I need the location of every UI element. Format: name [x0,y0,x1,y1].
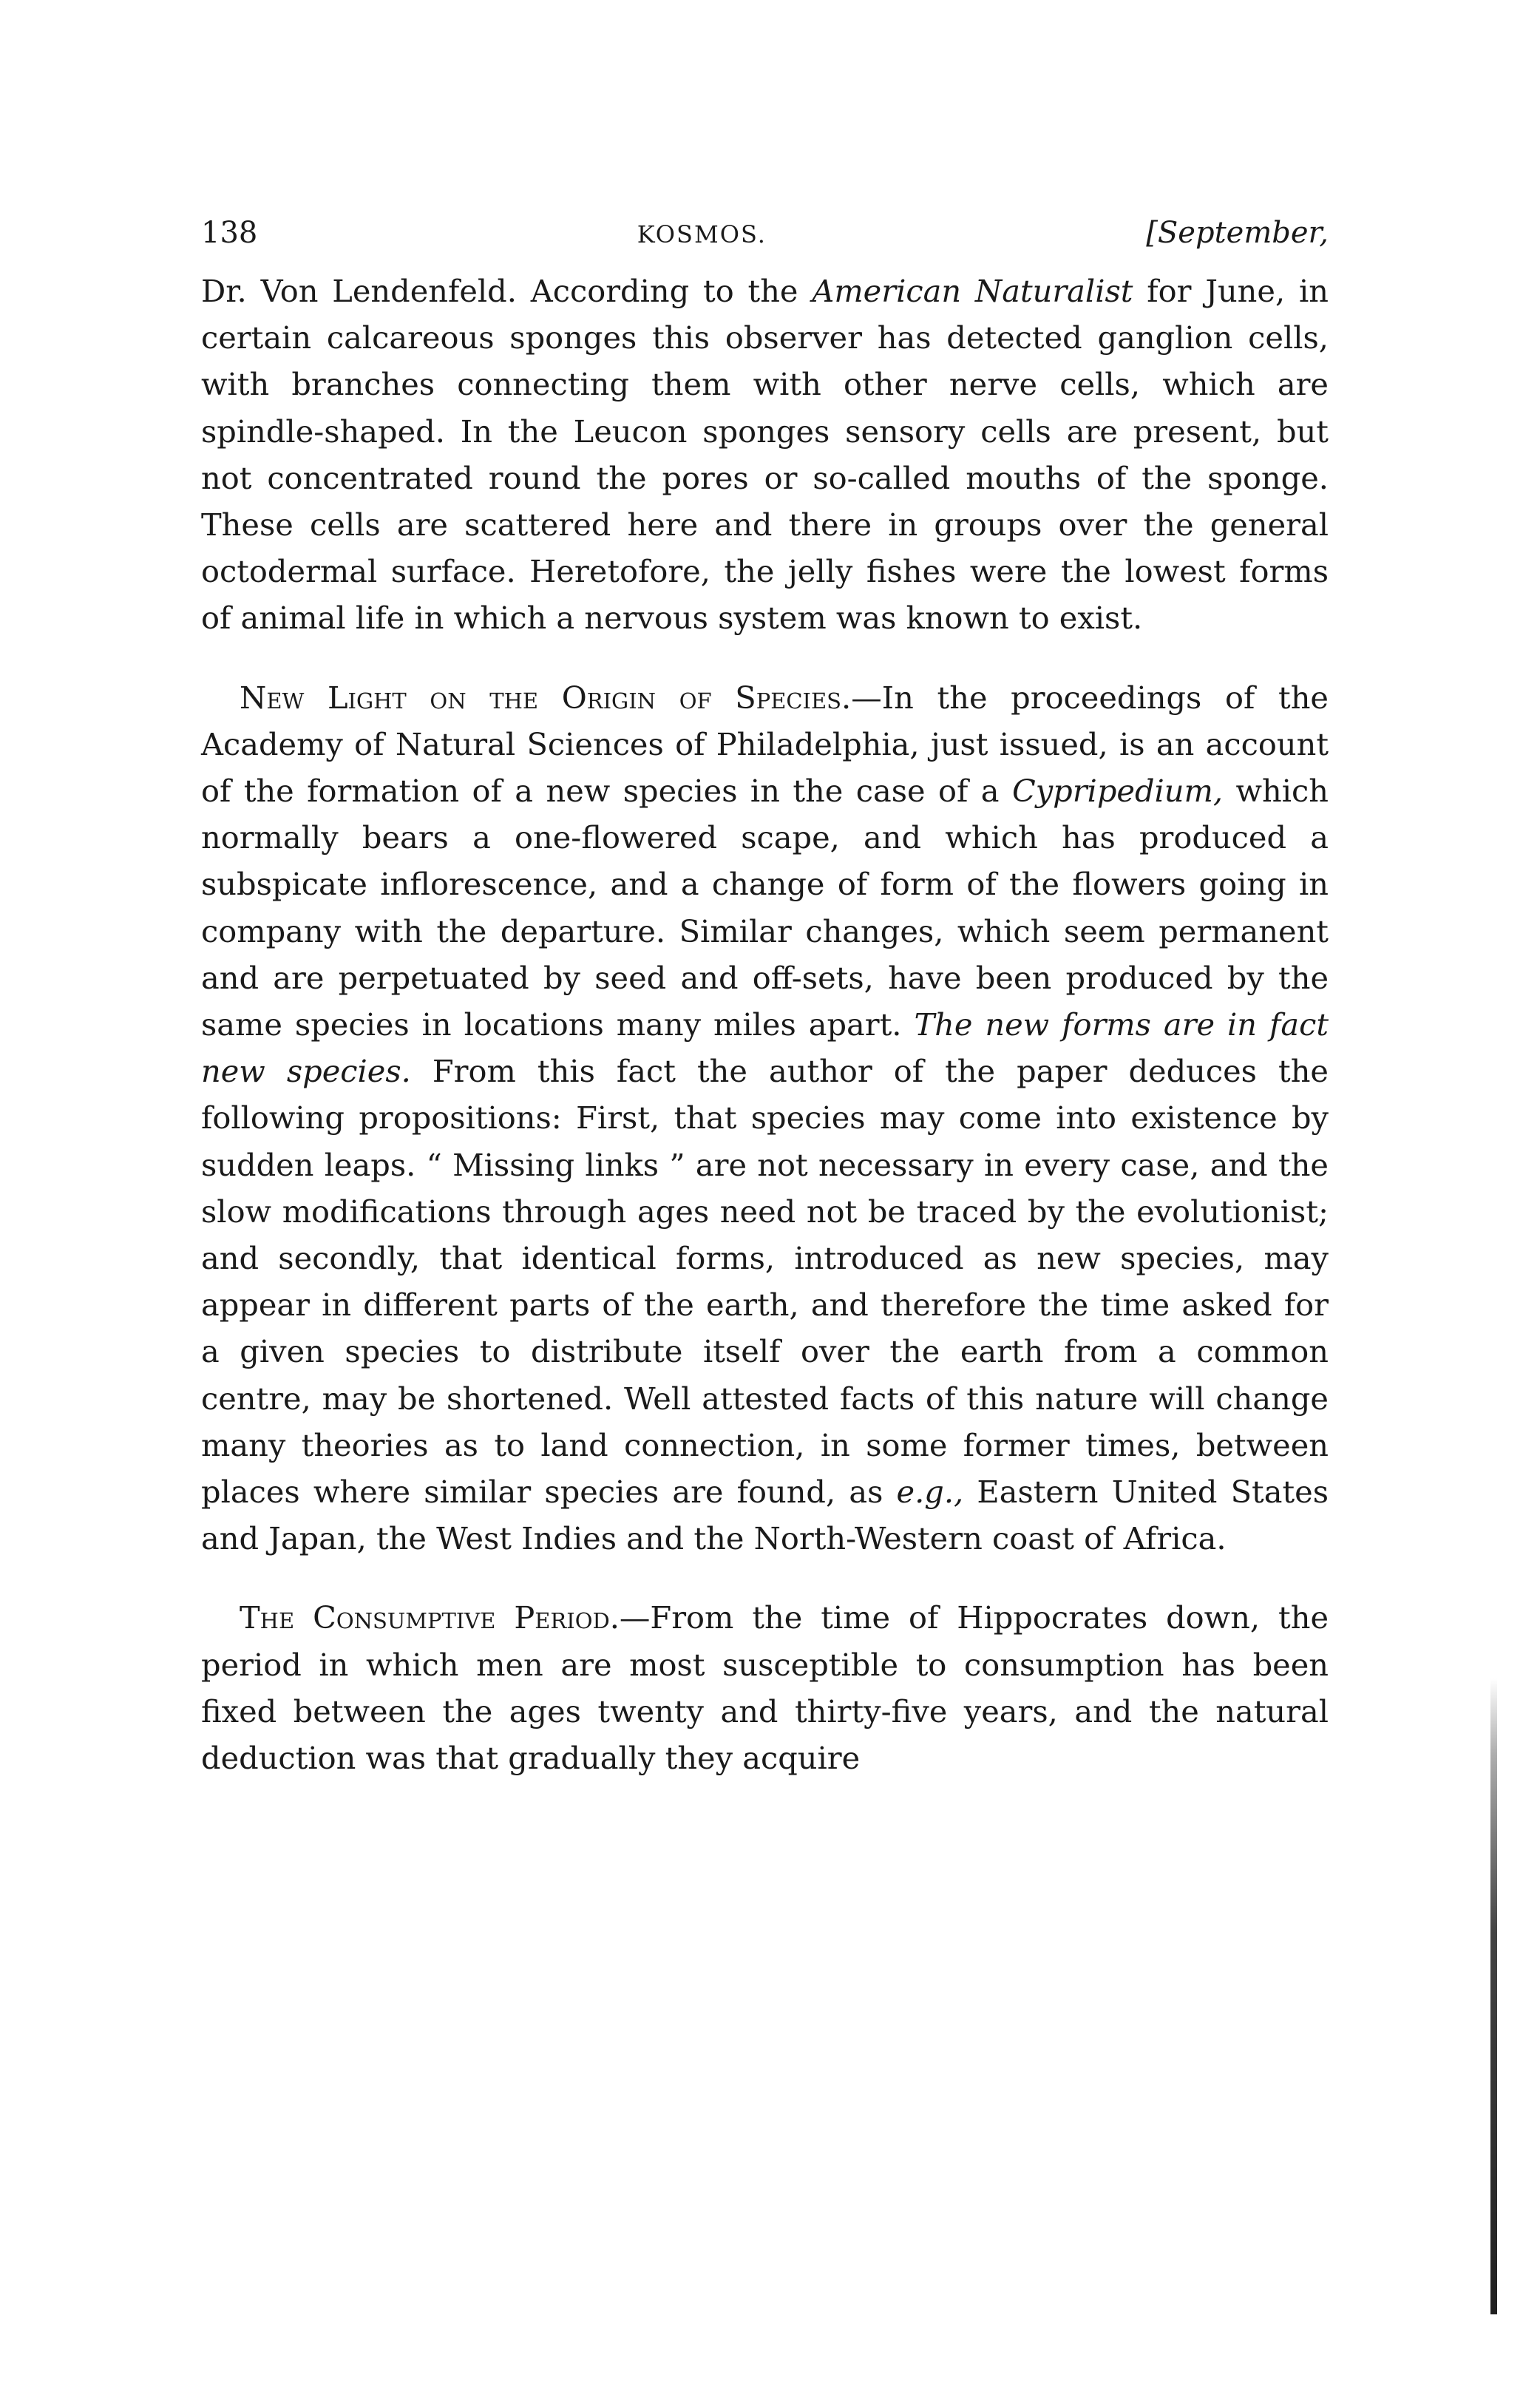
paragraph-text: Eastern United States and Japan, the West Indies and the North-Western coast of Africa. [201,1474,1329,1557]
section-heading: New Light on the Origin of Species. [240,679,852,716]
paragraph-text: Dr. Von Lendenfeld. According to the [201,273,813,309]
paragraph-origin-of-species [201,674,1329,1562]
paragraph-text: which normally bears a one-flowered scape, and which has produced a subspicate inflorescence, and a change of form of the flowers going in company with the departure. Similar changes, which seem permanent and are perpetuated by seed and off-sets, have been produced by the same species in locations many miles apart. [201,773,1329,1043]
paragraph-text: —In the proceedings of the Academy of Natural Sciences of Philadelphia, just issued, is an account of the formation of a new species in the case of a [201,679,1329,810]
paragraph-text: From this fact the author of the paper deduces the following propositions: First, that species may come into existence by sudden leaps. “ Missing links ” are not necessary in every case, and the slow modifications through ages need not be traced by the evolutionist; and secondly, that identical forms, introduced as new species, may appear in different parts of the earth, and therefore the time asked for a given species to distribute itself over the earth from a common centre, may be shortened. Well attested facts of this nature will change many theories as to land connection, in some former times, between places where similar species are found, as [201,1053,1329,1511]
journal-title: American Naturalist [812,273,1133,309]
genus-name: Cypripedium, [1011,773,1224,810]
running-title: KOSMOS. [637,220,767,248]
paragraph-sponges [201,268,1329,642]
abbreviation-eg: e.g., [896,1474,964,1511]
page-header [201,216,1329,262]
paragraph-text: —From the time of Hippocrates down, the period in which men are most susceptible to consumption has been fixed between the ages twenty and thirty-five years, and the natural deduction was that gradually they acquire [201,1599,1329,1777]
scan-edge-mark [1490,1678,1497,2314]
paragraph-consumptive-period [201,1594,1329,1781]
section-heading: The Consumptive Period. [240,1599,620,1636]
running-month: [September, [1146,216,1329,250]
emphasis-text: The new forms are in fact new species. [201,1006,1329,1090]
paragraph-text: for June, in certain calcareous sponges this observer has detected ganglion cells, with branches connecting them with other nerve cells, which are spindle-shaped. In the Leucon sponges sensory cells are present, but not concentrated round the pores or so-called mouths of the sponge. These cells are scattered here and there in groups over the general octodermal surface. Heretofore, the jelly fishes were the lowest forms of animal life in which a nervous system was known to exist. [201,273,1329,637]
page-number: 138 [201,216,258,250]
book-page [201,216,1329,1781]
